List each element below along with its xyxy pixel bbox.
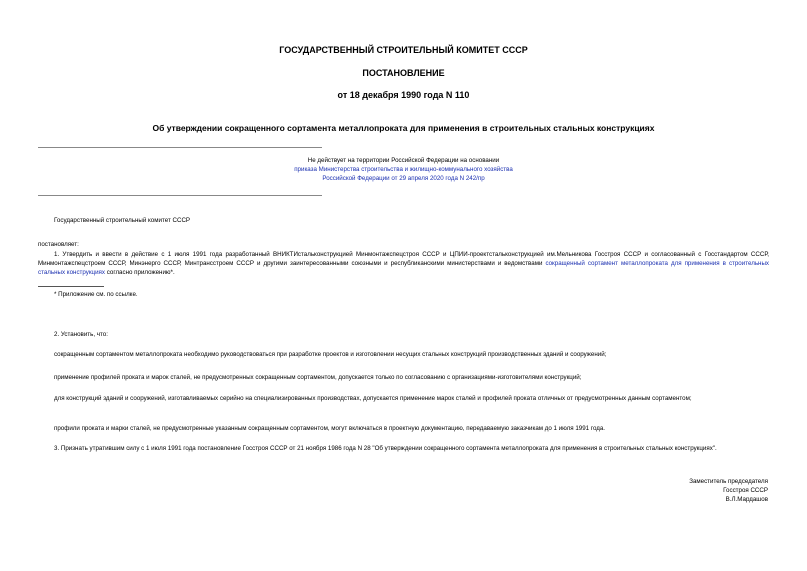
divider-bottom [38,195,322,196]
preamble: Государственный строительный комитет СССР [54,217,191,224]
item-1-tail: согласно приложению*. [105,269,175,277]
item-2-paragraph-3: для конструкций зданий и сооружений, изготавливаемых серийно на специализированных производствах, допускается применение марок сталей и профилей проката отличных от предусмотренных данным сортаментом; [54,395,692,402]
signer-position: Заместитель председателя [689,478,768,485]
item-2-paragraph-2: применение профилей проката и марок сталей, не предусмотренных сокращенным сортаментом, допускается только по согласованию с организациями-изготовителями конструкций; [54,374,582,381]
signer-organization: Госстроя СССР [723,487,768,495]
footnote: * Приложение см. по ссылке. [54,291,138,298]
committee-heading: ГОСУДАРСТВЕННЫЙ СТРОИТЕЛЬНЫЙ КОМИТЕТ СССР [279,45,528,55]
item-2-paragraph-4: профили проката и марки сталей, не предусмотренные указанным сокращенным сортаментом, могут включаться в проектную документацию, передаваемую заказчикам до 1 июля 1991 года. [54,425,606,432]
doc-type-heading: ПОСТАНОВЛЕНИЕ [362,68,445,78]
resolves-label: постановляет: [38,241,79,248]
date-number-heading: от 18 декабря 1990 года N 110 [337,90,470,100]
validity-notice [0,156,807,184]
signer-name: В.Л.Мардашов [725,496,768,504]
document-subject: Об утверждении сокращенного сортамента металлопроката для применения в строительных стальных конструкциях [152,123,655,133]
item-2-title: 2. Установить, что: [54,331,108,338]
notice-line: Не действует на территории Российской Федерации на основании [307,157,500,164]
assortment-link[interactable]: сокращенный сортамент металлопроката для применения в строительных стальных конструкциях [38,260,769,277]
item-3: 3. Признать утратившим силу с 1 июля 1991 года постановление Госстроя СССР от 21 ноября 1986 года N 28 "Об утверждении сокращенного сортамента металлопроката для применения в строительных стальных конструкциях". [54,445,717,452]
notice-order-link[interactable]: приказа Министерства строительства и жилищно-коммунального хозяйства [294,166,513,174]
item-1 [38,250,769,278]
footnote-divider [38,286,104,287]
divider-top [38,147,322,148]
signature-block [689,477,768,505]
item-1-text: 1. Утвердить и ввести в действие с 1 июля 1991 года разработанный ВНИКТИстальконструкцией Минмонтажспецстроя СССР и ЦПИИ-проектстальконструкцией им.Мельникова Госстроя СССР и согласованный с Госстандартом СССР, Минмонтажспецстроем СССР, Минэнерго СССР, Минтрансстроем СССР и другими заинтересованными союзными и республиканскими министерствами и ведомствами [38,251,769,268]
item-2-paragraph-1: сокращенным сортаментом металлопроката необходимо руководствоваться при разработке проектов и изготовлении несущих стальных конструкций производственных зданий и сооружений; [54,351,607,358]
notice-order-link-2[interactable]: Российской Федерации от 29 апреля 2020 года N 242/пр [322,175,485,183]
